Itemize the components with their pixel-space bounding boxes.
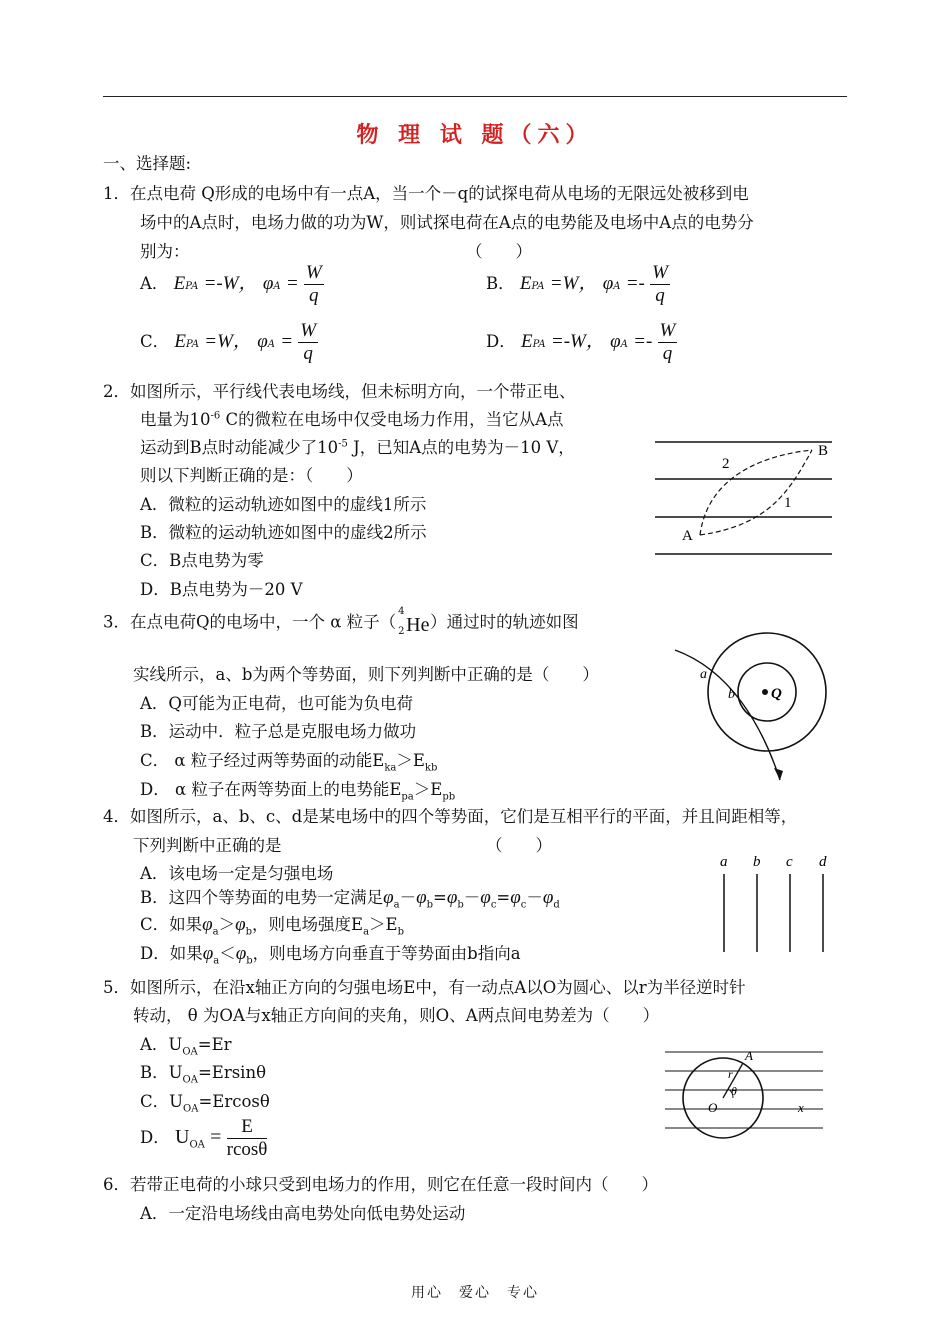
page-title: 物 理 试 题（六）	[356, 123, 594, 148]
math-var: φ	[610, 331, 621, 352]
math-sub: A	[620, 339, 628, 350]
q6-line1: 6．若带正电荷的小球只受到电场力的作用，则它在任意一段时间内（ ）	[103, 1175, 658, 1194]
text: D． α 粒子在两等势面上的电势能E	[140, 780, 402, 799]
subscript: pb	[442, 791, 456, 803]
frac-den: q	[655, 285, 665, 306]
frac-num: E	[227, 1116, 268, 1139]
charge-number: 2	[398, 626, 405, 637]
trajectory-1	[700, 450, 812, 535]
math-sub: PA	[185, 281, 199, 292]
math-expr: =-	[633, 331, 653, 352]
plane-b-label: b	[753, 854, 761, 870]
frac-num: W	[300, 320, 317, 341]
subscript: kb	[424, 762, 438, 774]
q1-option-c	[140, 320, 318, 365]
subscript: b	[245, 926, 253, 938]
q5-option-d	[140, 1116, 267, 1161]
math-expr: =-	[625, 273, 645, 294]
math-var: φ	[416, 887, 427, 908]
section-heading: 一、选择题:	[103, 154, 192, 173]
frac-num: W	[305, 262, 322, 283]
math-expr: =	[285, 273, 299, 294]
q3-option-b: B．运动中．粒子总是克服电场力做功	[140, 722, 417, 741]
math-fraction	[650, 262, 670, 307]
text: C．U	[140, 1092, 184, 1111]
option-label: B．	[486, 274, 515, 293]
subscript: a	[213, 955, 220, 967]
option-label: A．	[140, 274, 169, 293]
label-a: a	[700, 667, 707, 682]
point-b-label: B	[818, 443, 829, 459]
q1-line1: 1．在点电荷 Q形成的电场中有一点A，当一个－q的试探电荷从电场的无限远处被移到电	[103, 184, 749, 203]
frac-den: rcosθ	[226, 1139, 268, 1160]
alpha-trajectory	[675, 650, 780, 780]
text: D．	[140, 1128, 170, 1147]
math-var: φ	[235, 943, 247, 964]
q5-line2: 转动， θ 为OA与x轴正方向间的夹角，则O、A两点间电势差为（ ）	[133, 1006, 660, 1025]
frac-num: W	[659, 320, 676, 341]
helium-symbol	[396, 608, 430, 638]
subscript: d	[553, 899, 560, 911]
math-var: φ	[262, 273, 274, 294]
text: ＜	[219, 944, 236, 963]
q1-option-a	[140, 262, 324, 307]
math-sub: A	[613, 281, 621, 292]
q5-option-c	[140, 1088, 270, 1114]
mass-number: 4	[398, 606, 405, 617]
q4-option-a: A．该电场一定是匀强电场	[140, 864, 334, 883]
q3-equipotential-figure	[670, 630, 840, 785]
q2-line2	[140, 406, 564, 430]
text: ＞E	[413, 780, 443, 799]
subscript: c	[520, 899, 527, 911]
q2-option-c: C．B点电势为零	[140, 551, 264, 570]
theta-label: θ	[731, 1084, 737, 1098]
math-var: E	[173, 273, 186, 294]
point-a-label: A	[745, 1048, 753, 1063]
q6-option-a: A．一定沿电场线由高电势处向低电势处运动	[140, 1204, 466, 1223]
q3-line2: 实线所示，a、b为两个等势面，则下列判断中正确的是（ ）	[133, 665, 599, 684]
math-var: φ	[383, 887, 394, 908]
text: －	[526, 888, 543, 907]
subscript: a	[212, 926, 219, 938]
math-var: φ	[257, 331, 268, 352]
math-var: φ	[510, 887, 521, 908]
subscript: b	[457, 899, 464, 911]
text: A．U	[140, 1035, 183, 1054]
text: D．如果	[140, 944, 203, 963]
q1-option-d	[486, 320, 677, 365]
subscript: OA	[189, 1139, 205, 1151]
q2-option-d: D．B点电势为－20 V	[140, 580, 303, 599]
option-label: D．	[486, 332, 516, 351]
q1-option-b	[486, 262, 670, 307]
text: ）通过时的轨迹如图	[430, 612, 579, 632]
text: =	[496, 888, 511, 907]
q3-option-c	[140, 747, 437, 773]
q2-field-lines-figure	[650, 430, 840, 560]
math-sub: PA	[531, 281, 545, 292]
text: J，已知A点的电势为－10 V，	[347, 438, 575, 457]
curve-2-label: 2	[722, 456, 730, 472]
text: ，则电场方向垂直于等势面由b指向a	[252, 944, 521, 963]
math-var: E	[519, 273, 532, 294]
curve-1-label: 1	[784, 495, 792, 511]
subscript: b	[246, 955, 253, 967]
q5-option-b	[140, 1059, 266, 1085]
label-q: Q	[771, 686, 782, 702]
subscript: ka	[384, 762, 397, 774]
math-sub: PA	[185, 339, 200, 350]
text: =	[433, 888, 447, 907]
subscript: b	[426, 899, 434, 911]
subscript: a	[393, 899, 400, 911]
arrow-head-icon	[774, 768, 783, 780]
q5-option-a	[140, 1031, 232, 1057]
math-expr: =-W，	[550, 331, 605, 352]
text: ＞	[218, 915, 236, 934]
text: ，则电场强度E	[252, 915, 364, 934]
subscript: pa	[401, 791, 414, 803]
q4-parallel-planes-figure	[710, 850, 840, 955]
q3-option-d	[140, 776, 455, 802]
text: =Er	[197, 1035, 232, 1054]
trajectory-2	[700, 450, 812, 535]
subscript: c	[490, 899, 497, 911]
frac-num: W	[652, 262, 668, 283]
q2-line1: 2．如图所示，平行线代表电场线，但未标明方向，一个带正电、	[103, 382, 576, 401]
math-var: φ	[235, 914, 246, 935]
math-fraction	[304, 262, 324, 307]
frac-den: q	[662, 343, 673, 364]
math-var: φ	[446, 887, 458, 908]
math-sub: A	[267, 339, 275, 350]
plane-a-label: a	[720, 854, 728, 870]
math-var: E	[520, 331, 533, 352]
q4-line1: 4．如图所示，a、b、c、d是某电场中的四个等势面，它们是互相平行的平面，并且间距相等，	[103, 807, 798, 826]
frac-den: q	[303, 343, 313, 364]
exponent: -5	[338, 438, 348, 450]
q4-option-c	[140, 911, 404, 937]
math-fraction	[298, 320, 318, 365]
text: B．这四个等势面的电势一定满足	[140, 888, 384, 907]
radius-r-label: r	[728, 1067, 733, 1081]
text: 3．在点电荷Q的电场中，一个 α 粒子（	[103, 612, 397, 632]
origin-o-label: O	[708, 1100, 718, 1115]
math-expr: =	[280, 331, 294, 352]
text: 电量为10	[140, 410, 211, 429]
page-footer: 用心 爱心 专心	[411, 1285, 539, 1301]
math-expr: =-W，	[203, 273, 258, 294]
math-var: φ	[202, 943, 214, 964]
math-sub: A	[273, 281, 281, 292]
plane-d-label: d	[819, 854, 827, 870]
x-axis-label: x	[798, 1100, 804, 1115]
header-rule	[103, 96, 847, 97]
math-fraction	[658, 320, 678, 365]
text: ＞E	[369, 915, 398, 934]
math-expr: =	[210, 1126, 222, 1148]
text: C的微粒在电场中仅受电场力作用，当它从A点	[220, 410, 564, 429]
math-var: φ	[480, 887, 491, 908]
math-var: φ	[602, 273, 614, 294]
label-b: b	[728, 687, 735, 702]
subscript: b	[397, 926, 404, 938]
math-expr: =W，	[549, 273, 598, 294]
text: B．U	[140, 1063, 183, 1082]
q5-line1: 5．如图所示，在沿x轴正方向的匀强电场E中，有一动点A以O为圆心、以r为半径逆时针	[103, 978, 746, 997]
text: 运动到B点时动能减少了10	[140, 438, 339, 457]
text: =Ersinθ	[197, 1063, 267, 1082]
math-fraction	[227, 1116, 268, 1161]
q4-option-d	[140, 940, 521, 966]
text: C． α 粒子经过两等势面的动能E	[140, 751, 385, 770]
math-var: E	[174, 331, 186, 352]
point-a-label: A	[682, 528, 693, 544]
q4-line2: 下列判断中正确的是	[133, 836, 282, 855]
element-symbol: He	[406, 614, 430, 636]
q4-option-b	[140, 884, 560, 910]
text: C．如果	[140, 915, 203, 934]
text: －	[399, 888, 417, 907]
text: =Ercosθ	[198, 1092, 270, 1111]
plane-c-label: c	[786, 854, 793, 870]
math-var: φ	[542, 887, 554, 908]
q1-line3: 别为：	[140, 242, 190, 261]
exponent: -6	[210, 410, 221, 422]
q2-line4: 则以下判断正确的是：（ ）	[140, 466, 363, 485]
subscript: OA	[183, 1103, 199, 1115]
q5-circle-field-figure	[655, 1040, 840, 1150]
math-sub: PA	[532, 339, 546, 350]
subscript: a	[363, 926, 370, 938]
q1-line2: 场中的A点时，电场力做的功为W，则试探电荷在A点的电势能及电场中A点的电势分	[140, 213, 754, 232]
subscript: OA	[182, 1074, 198, 1086]
q4-answer-bracket: （ ）	[486, 836, 552, 855]
q1-answer-bracket: （ ）	[466, 242, 532, 261]
math-var: φ	[202, 914, 213, 935]
math-expr: =W，	[204, 331, 252, 352]
q3-option-a: A．Q可能为正电荷，也可能为负电荷	[140, 694, 413, 713]
subscript: OA	[182, 1046, 198, 1058]
charge-q-dot	[762, 689, 768, 695]
q2-option-b: B．微粒的运动轨迹如图中的虚线2所示	[140, 523, 427, 542]
q2-line3	[140, 434, 575, 458]
q3-line1	[103, 608, 579, 638]
q2-option-a: A．微粒的运动轨迹如图中的虚线1所示	[140, 495, 427, 514]
option-label: C．	[140, 332, 170, 351]
text: ＞E	[396, 751, 425, 770]
frac-den: q	[309, 285, 319, 306]
text: －	[463, 888, 481, 907]
math-var: U	[174, 1126, 190, 1148]
